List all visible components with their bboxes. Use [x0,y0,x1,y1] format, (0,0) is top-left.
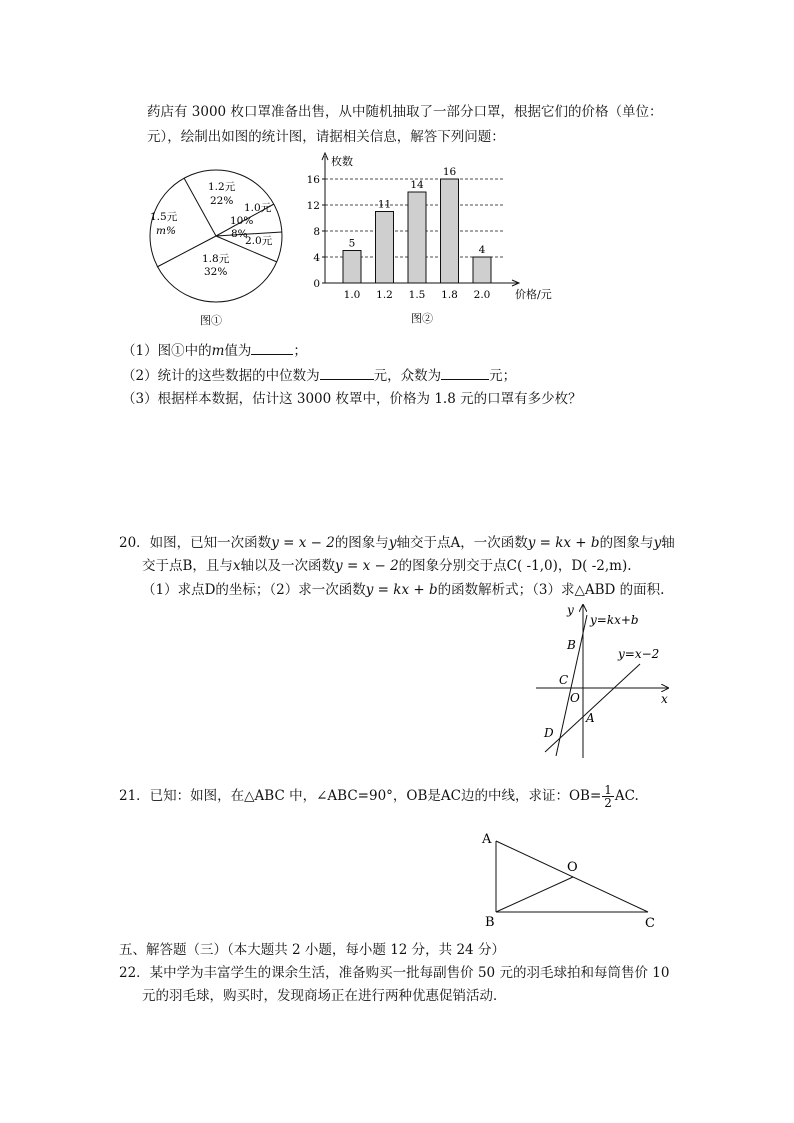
answer-blank-mode[interactable] [441,365,489,380]
q19-sub1-suffix: 值为 [224,343,252,359]
pie-caption: 图① [200,314,222,327]
q20-text-a: 20．如图，已知一次函数 [119,535,272,551]
x-tick-label: 1.8 [441,289,458,301]
bar-chart [305,150,575,330]
q21-text-b: AC. [614,788,639,804]
pie-pct-1.0: 10% [230,215,254,227]
q19-sub1-end: ； [293,343,307,359]
bar-caption: 图② [411,312,433,325]
y-axis-title: 枚数 [331,155,353,168]
bar-value-label: 14 [410,179,424,191]
tri-A: A [482,832,492,847]
q20-text-h: 的图象分别交于点C( -1,0)，D( -2,m). [398,558,632,574]
x-tick-label: 2.0 [473,289,491,301]
x-tick-label: 1.5 [408,289,426,301]
q20-x-var: x [232,558,241,574]
q19-sub2-end: 元； [489,368,517,384]
frac-numerator: 1 [604,783,612,797]
point-O: O [570,691,580,705]
q20-text-b: 的图象与 [334,535,389,551]
y-axis-label: y [567,603,574,617]
pie-pct-1.5: m% [156,225,176,237]
q20-y-var: y [388,535,397,551]
q20-text-f: 交于点B，且与 [142,558,233,574]
q20-y-var-2: y [653,535,662,551]
q20-line1 [119,533,675,553]
tri-B: B [485,915,495,930]
bar-1.5 [408,192,426,283]
pie-label-2.0: 2.0元 [245,235,273,247]
q20-text-g: 轴以及一次函数 [240,558,336,574]
q22-line2: 元的羽毛球，购买时，发现商场正在进行两种优惠促销活动． [142,988,507,1004]
line-x2-label: y=x−2 [618,647,660,661]
q20-eq2: y = kx + b [527,535,600,551]
y-tick-label: 4 [313,252,320,264]
q19-sub1 [122,340,307,361]
fraction-half [602,784,614,809]
pie-label-1.0: 1.0元 [244,202,272,214]
q20-figure [530,600,680,760]
q20-text-i: （1）求点D的坐标；（2）求一次函数 [142,582,366,598]
answer-blank-median[interactable] [320,365,374,380]
q21-text-a: 21．已知：如图，在△ABC 中，∠ABC=90°，OB是AC边的中线，求证：OB= [119,788,602,804]
q20-text-j: 的函数解析式；（3）求△ABD 的面积. [437,582,665,598]
y-tick-label: 12 [306,200,320,212]
q20-line2 [142,556,632,576]
point-B: B [567,638,576,652]
bar-value-label: 16 [442,166,457,178]
frac-denominator: 2 [604,796,612,810]
point-D: D [544,726,554,740]
q20-text-e: 轴 [661,535,675,551]
bar-1.0 [343,251,361,284]
q19-sub2 [122,365,516,386]
q22-line1: 22．某中学为丰富学生的课余生活，准备购买一批每副售价 50 元的羽毛球拍和每筒售价 10 [119,965,670,981]
pie-label-1.8: 1.8元 [202,253,230,265]
q19-sub2-prefix: （2）统计的这些数据的中位数为 [122,368,320,384]
q21-text [119,784,639,809]
q19-sub1-prefix: （1）图①中的 [122,343,212,359]
line-kxb-label: y=kx+b [590,613,639,627]
y-tick-label: 0 [313,278,320,290]
q20-eq1-2: y = x − 2 [335,558,399,574]
q19-sub2-mid: 元，众数为 [373,368,442,384]
bar-value-label: 11 [377,198,392,211]
pie-pct-1.8: 32% [204,266,228,278]
point-C: C [559,673,569,687]
bar-1.2 [376,212,394,284]
y-tick-label: 8 [313,226,320,238]
x-tick-label: 1.0 [343,289,361,301]
q19-sub3: （3）根据样本数据，估计这 3000 枚罩中，价格为 1.8 元的口罩有多少枚？ [122,391,582,407]
pie-label-1.2: 1.2元 [208,181,236,193]
q21-figure [478,826,668,936]
bar-value-label: 4 [478,244,486,256]
x-axis-title: 价格/元 [515,288,552,301]
pie-chart [140,160,300,330]
tri-C: C [645,916,655,931]
point-A: A [586,711,595,725]
x-axis-label: x [661,692,668,706]
bar-2.0 [473,257,491,283]
q19-sub1-var: m [211,343,225,359]
q19-intro-line2: 元），绘制出如图的统计图，请据相关信息，解答下列问题： [147,129,505,145]
pie-pct-1.2: 22% [210,195,234,207]
q20-eq2-2: y = kx + b [365,582,438,598]
bar-value-label: 5 [348,237,356,250]
q19-intro-line1: 药店有 3000 枚口罩准备出售，从中随机抽取了一部分口罩，根据它们的价格（单位： [147,104,663,120]
section5-title: 五、解答题（三）（本大题共 2 小题，每小题 12 分，共 24 分） [119,942,505,958]
pie-label-1.5: 1.5元 [150,211,178,223]
q20-text-c: 轴交于点A，一次函数 [396,535,528,551]
bar-1.8 [441,179,459,283]
q20-line3 [142,580,664,600]
y-tick-label: 16 [306,174,320,186]
tri-O: O [567,860,578,875]
pie-pct-2.0: 8% [231,228,248,240]
answer-blank-m[interactable] [251,340,293,355]
q20-text-d: 的图象与 [599,535,654,551]
x-tick-label: 1.2 [376,289,393,301]
q20-eq1: y = x − 2 [271,535,335,551]
